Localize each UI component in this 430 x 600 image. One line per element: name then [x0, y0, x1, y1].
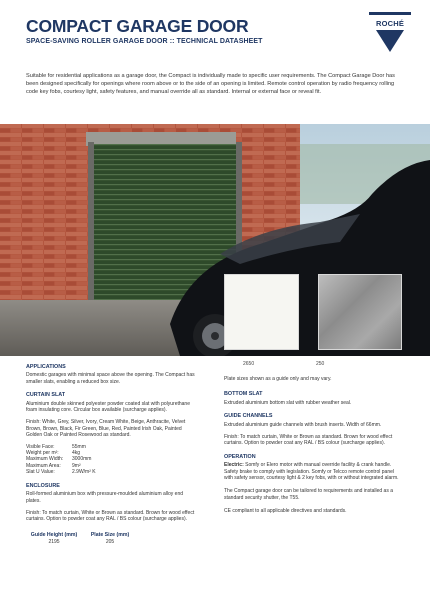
applications-text: Domestic garages with minimal space above the opening. The Compact has smaller slats, enabling a reduced box size. — [26, 372, 195, 385]
spec-key: Visible Face: — [26, 443, 55, 450]
guide-channels-text: Extruded aluminium guide channels with brush inserts. Width of 66mm. — [224, 421, 382, 428]
right-column — [224, 376, 404, 515]
enclosure-finish-text: Finish: To match curtain, White or Brown as standard. Brown for wood effect curtains. Option to powder coat any RAL / BS colour (surcharge applies). — [26, 509, 195, 523]
guide-channels-heading: GUIDE CHANNELS — [224, 413, 273, 420]
plate-size-header: Plate Size (mm) — [90, 531, 130, 538]
logo-triangle-icon — [376, 30, 404, 52]
curtain-finish-text: Finish: White, Grey, Silver, Ivory, Cream White, Beige, Anthracite, Velvet Brown, Brown, Black, Fir Green, Blue, Red, Painted Irish Oak, Painted Golden Oak or Painted Rosewood as standard. — [26, 419, 186, 439]
guide-height-header: Guide Height (mm) — [30, 531, 78, 538]
spec-key: Maximum Area: — [26, 462, 61, 469]
operation-text — [224, 462, 404, 481]
operation-lead: Electric: — [224, 462, 244, 469]
roche-logo — [369, 12, 411, 56]
enclosure-text: Roll-formed aluminium box with pressure-moulded aluminium alloy end plates. — [26, 491, 184, 504]
spec-key: Slat U Value: — [26, 469, 55, 476]
operation-heading: OPERATION — [224, 453, 256, 460]
left-column — [26, 364, 196, 546]
swatch-note: Plate sizes shown as a guide only and may vary. — [224, 376, 332, 382]
operation-body: Somfy or Elero motor with manual override facility & crank handle. Safety brake to comply with legislation. Somfy or Telcco remote control panel with safety sensor, courtesy light & 2 key fobs, with or without integrated alarm. — [224, 462, 399, 482]
curtain-heading: CURTAIN SLAT — [26, 392, 66, 399]
spec-value: 55mm — [72, 443, 86, 450]
swatch-label-left: 2650 — [243, 361, 255, 367]
spec-value: 9m² — [72, 462, 81, 469]
guide-finish-text: Finish: To match curtain, White or Brown as standard. Brown for wood effect curtains. Option to powder coat any RAL / BS colour (surcharge applies). — [224, 434, 393, 447]
plate-size-col — [82, 532, 138, 546]
spec-value: 4kg — [72, 450, 81, 457]
page-title: COMPACT GARAGE DOOR — [26, 16, 249, 36]
logo-text: ROCHÉ — [375, 19, 405, 28]
bottom-slat-text: Extruded aluminium bottom slat with rubber weather seal. — [224, 399, 352, 406]
spec-key: Weight per m²: — [26, 450, 59, 457]
page-subtitle: SPACE-SAVING ROLLER GARAGE DOOR :: TECHNICAL DATASHEET — [26, 38, 263, 45]
plate-size-value: 205 — [105, 539, 115, 546]
applications-heading: APPLICATIONS — [26, 364, 66, 370]
slat-specs — [26, 444, 196, 476]
silver-slat-swatch — [318, 274, 402, 350]
tailored-text: The Compact garage door can be tailored to requirements and installed as a standard security shutter, the T55. — [224, 488, 393, 501]
guide-height-value: 2195 — [48, 539, 60, 546]
enclosure-heading: ENCLOSURE — [26, 482, 60, 489]
bottom-slat-heading: BOTTOM SLAT — [224, 391, 263, 398]
intro-paragraph: Suitable for residential applications as a garage door, the Compact is individually made to specific user requirements. The Compact Garage Door has been designed specifically for openings where room above or to the side of an opening is limited. Remote control operation by radio frequency rolling code key fobs, courtesy light, safety features, and manual override all as standard. Internal or external face or reveal fit. — [26, 73, 395, 95]
swatch-label-right: 250 — [316, 361, 325, 367]
white-slat-swatch — [224, 274, 299, 350]
spec-value: 2.9W/m² K — [72, 469, 96, 476]
header — [26, 16, 326, 45]
guide-height-table — [26, 532, 196, 546]
logo-bar — [369, 12, 411, 15]
spec-key: Maximum Width: — [26, 456, 64, 463]
guide-height-col — [26, 532, 82, 546]
spec-row — [26, 469, 196, 475]
spec-value: 3000mm — [72, 456, 92, 463]
ce-text: CE compliant to all applicable directives and standards. — [224, 508, 347, 515]
curtain-text: Aluminium double skinned polyester powder coated slat with polyurethane foam insulating core. Circular box available (surcharge applies). — [26, 400, 190, 414]
